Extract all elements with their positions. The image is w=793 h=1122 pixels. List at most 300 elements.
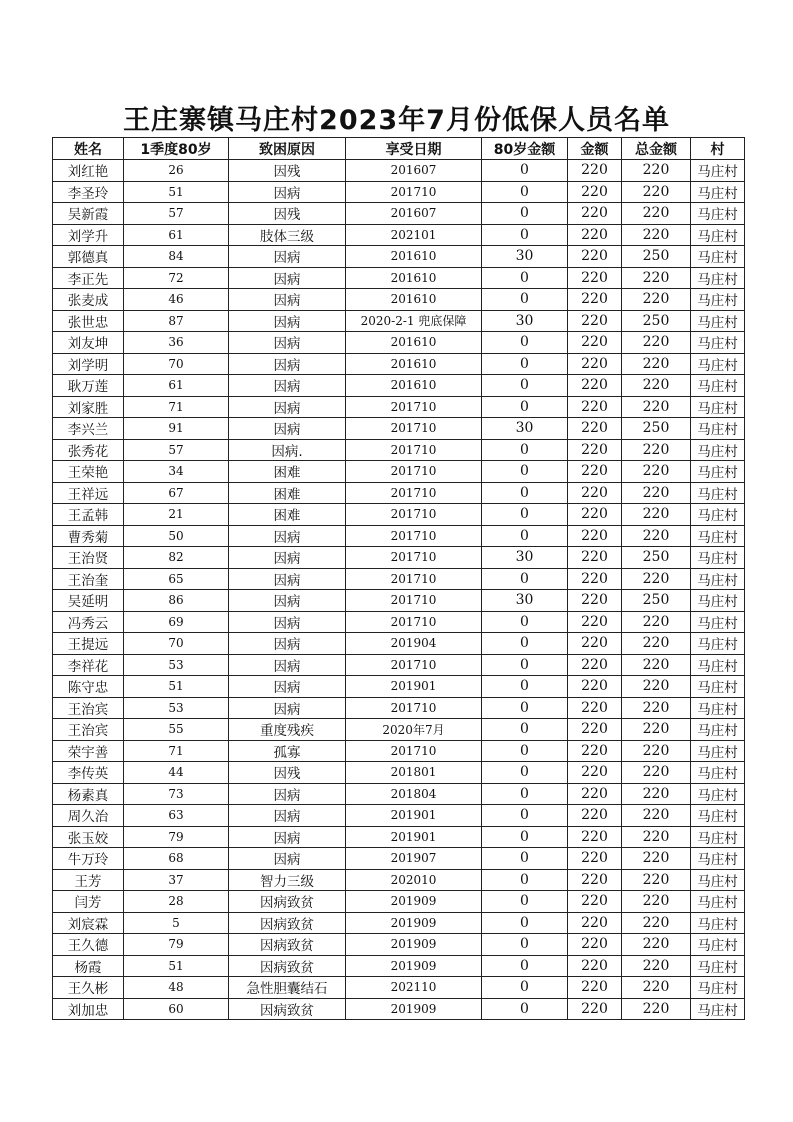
cell-benefit-date: 201909 [346,891,482,913]
cell-q1-80: 71 [124,396,229,418]
cell-total-amount: 220 [622,762,691,784]
header-amount: 金额 [568,138,622,160]
cell-poverty-reason: 因残 [229,762,346,784]
table-row [53,203,745,225]
cell-q1-80: 91 [124,418,229,440]
cell-name: 吴新霞 [53,203,124,225]
cell-amount: 220 [568,310,622,332]
cell-village: 马庄村 [691,439,745,461]
cell-age80-amount: 0 [482,396,568,418]
cell-q1-80: 53 [124,654,229,676]
cell-benefit-date: 201909 [346,912,482,934]
cell-amount: 220 [568,934,622,956]
cell-benefit-date: 201710 [346,740,482,762]
cell-poverty-reason: 因病 [229,654,346,676]
cell-poverty-reason: 因病致贫 [229,955,346,977]
cell-benefit-date: 201801 [346,762,482,784]
document-title: 王庄寨镇马庄村2023年7月份低保人员名单 [123,105,670,136]
cell-poverty-reason: 困难 [229,482,346,504]
cell-benefit-date: 201607 [346,203,482,225]
cell-name: 张玉姣 [53,826,124,848]
cell-poverty-reason: 因病 [229,375,346,397]
cell-q1-80: 55 [124,719,229,741]
cell-amount: 220 [568,826,622,848]
cell-amount: 220 [568,482,622,504]
cell-q1-80: 71 [124,740,229,762]
cell-age80-amount: 0 [482,504,568,526]
table-row [53,353,745,375]
cell-village: 马庄村 [691,955,745,977]
cell-age80-amount: 0 [482,977,568,999]
cell-total-amount: 220 [622,955,691,977]
table-row [53,805,745,827]
cell-benefit-date: 201901 [346,826,482,848]
cell-benefit-date: 201710 [346,181,482,203]
cell-name: 刘学明 [53,353,124,375]
cell-benefit-date: 2020年7月 [346,719,482,741]
cell-q1-80: 61 [124,224,229,246]
cell-poverty-reason: 因病 [229,676,346,698]
cell-name: 张麦成 [53,289,124,311]
cell-village: 马庄村 [691,762,745,784]
table-row [53,332,745,354]
cell-total-amount: 220 [622,181,691,203]
cell-village: 马庄村 [691,547,745,569]
cell-village: 马庄村 [691,203,745,225]
cell-poverty-reason: 孤寡 [229,740,346,762]
cell-q1-80: 65 [124,568,229,590]
cell-name: 王久德 [53,934,124,956]
cell-name: 吴延明 [53,590,124,612]
cell-age80-amount: 0 [482,869,568,891]
cell-village: 马庄村 [691,848,745,870]
cell-age80-amount: 0 [482,289,568,311]
cell-total-amount: 220 [622,504,691,526]
cell-age80-amount: 0 [482,826,568,848]
cell-amount: 220 [568,977,622,999]
cell-age80-amount: 0 [482,955,568,977]
cell-age80-amount: 0 [482,740,568,762]
cell-amount: 220 [568,912,622,934]
cell-village: 马庄村 [691,934,745,956]
cell-amount: 220 [568,568,622,590]
cell-q1-80: 72 [124,267,229,289]
cell-amount: 220 [568,697,622,719]
cell-q1-80: 68 [124,848,229,870]
cell-q1-80: 51 [124,181,229,203]
cell-amount: 220 [568,289,622,311]
cell-age80-amount: 0 [482,676,568,698]
cell-amount: 220 [568,783,622,805]
cell-q1-80: 53 [124,697,229,719]
table-row [53,934,745,956]
cell-name: 冯秀云 [53,611,124,633]
cell-total-amount: 220 [622,912,691,934]
cell-total-amount: 220 [622,977,691,999]
header-village: 村 [691,138,745,160]
cell-poverty-reason: 因病 [229,848,346,870]
table-row [53,998,745,1020]
cell-benefit-date: 201710 [346,547,482,569]
header-total-amount: 总金额 [622,138,691,160]
table-row [53,633,745,655]
cell-age80-amount: 0 [482,203,568,225]
cell-name: 周久治 [53,805,124,827]
cell-name: 王孟韩 [53,504,124,526]
cell-q1-80: 21 [124,504,229,526]
cell-benefit-date: 201710 [346,418,482,440]
cell-total-amount: 220 [622,267,691,289]
cell-benefit-date: 201901 [346,676,482,698]
cell-total-amount: 220 [622,160,691,182]
cell-age80-amount: 30 [482,310,568,332]
cell-poverty-reason: 因病 [229,267,346,289]
cell-total-amount: 220 [622,805,691,827]
cell-name: 王治奎 [53,568,124,590]
cell-total-amount: 250 [622,310,691,332]
cell-age80-amount: 0 [482,181,568,203]
cell-village: 马庄村 [691,676,745,698]
cell-benefit-date: 201710 [346,525,482,547]
cell-age80-amount: 0 [482,762,568,784]
cell-name: 耿万莲 [53,375,124,397]
cell-name: 刘学升 [53,224,124,246]
cell-name: 王久彬 [53,977,124,999]
cell-name: 闫芳 [53,891,124,913]
cell-village: 马庄村 [691,633,745,655]
table-row [53,461,745,483]
cell-village: 马庄村 [691,740,745,762]
cell-amount: 220 [568,633,622,655]
cell-benefit-date: 201804 [346,783,482,805]
cell-poverty-reason: 因病 [229,525,346,547]
cell-amount: 220 [568,676,622,698]
cell-poverty-reason: 困难 [229,504,346,526]
cell-benefit-date: 201710 [346,611,482,633]
cell-total-amount: 220 [622,654,691,676]
cell-q1-80: 34 [124,461,229,483]
cell-age80-amount: 0 [482,482,568,504]
cell-name: 李祥花 [53,654,124,676]
table-row [53,611,745,633]
cell-age80-amount: 0 [482,805,568,827]
cell-benefit-date: 201710 [346,504,482,526]
cell-poverty-reason: 因病 [229,611,346,633]
cell-benefit-date: 201710 [346,396,482,418]
cell-total-amount: 220 [622,934,691,956]
cell-benefit-date: 201909 [346,955,482,977]
cell-age80-amount: 0 [482,697,568,719]
cell-village: 马庄村 [691,805,745,827]
cell-village: 马庄村 [691,224,745,246]
cell-poverty-reason: 因病 [229,418,346,440]
cell-poverty-reason: 因病 [229,805,346,827]
cell-age80-amount: 30 [482,418,568,440]
cell-total-amount: 250 [622,547,691,569]
cell-village: 马庄村 [691,998,745,1020]
table-row [53,590,745,612]
cell-amount: 220 [568,504,622,526]
cell-poverty-reason: 因病致贫 [229,891,346,913]
cell-poverty-reason: 因残 [229,160,346,182]
cell-poverty-reason: 因病 [229,289,346,311]
cell-total-amount: 220 [622,332,691,354]
table-row [53,826,745,848]
table-row [53,246,745,268]
cell-total-amount: 220 [622,439,691,461]
cell-total-amount: 220 [622,848,691,870]
cell-name: 李兴兰 [53,418,124,440]
cell-benefit-date: 201710 [346,439,482,461]
cell-q1-80: 79 [124,934,229,956]
cell-village: 马庄村 [691,246,745,268]
cell-village: 马庄村 [691,396,745,418]
cell-q1-80: 51 [124,955,229,977]
cell-poverty-reason: 重度残疾 [229,719,346,741]
cell-poverty-reason: 因病致贫 [229,998,346,1020]
cell-name: 王芳 [53,869,124,891]
cell-amount: 220 [568,439,622,461]
cell-age80-amount: 0 [482,783,568,805]
cell-total-amount: 220 [622,289,691,311]
table-row [53,224,745,246]
cell-q1-80: 63 [124,805,229,827]
cell-age80-amount: 0 [482,375,568,397]
table-row [53,912,745,934]
table-row [53,396,745,418]
cell-q1-80: 26 [124,160,229,182]
cell-poverty-reason: 急性胆囊结石 [229,977,346,999]
cell-total-amount: 220 [622,525,691,547]
cell-total-amount: 220 [622,740,691,762]
table-row [53,160,745,182]
cell-amount: 220 [568,762,622,784]
table-row [53,783,745,805]
cell-age80-amount: 30 [482,547,568,569]
cell-village: 马庄村 [691,267,745,289]
cell-q1-80: 46 [124,289,229,311]
cell-age80-amount: 0 [482,891,568,913]
cell-name: 郭德真 [53,246,124,268]
cell-poverty-reason: 因病 [229,697,346,719]
cell-village: 马庄村 [691,418,745,440]
table-row [53,504,745,526]
cell-age80-amount: 0 [482,998,568,1020]
cell-q1-80: 79 [124,826,229,848]
cell-amount: 220 [568,160,622,182]
cell-total-amount: 220 [622,697,691,719]
table-row [53,482,745,504]
cell-name: 刘宸霖 [53,912,124,934]
cell-amount: 220 [568,396,622,418]
cell-q1-80: 70 [124,353,229,375]
cell-name: 张世忠 [53,310,124,332]
cell-q1-80: 73 [124,783,229,805]
cell-age80-amount: 0 [482,461,568,483]
cell-village: 马庄村 [691,697,745,719]
cell-amount: 220 [568,848,622,870]
cell-village: 马庄村 [691,654,745,676]
table-row [53,439,745,461]
table-row [53,977,745,999]
table-row [53,762,745,784]
cell-village: 马庄村 [691,611,745,633]
cell-benefit-date: 201909 [346,934,482,956]
cell-total-amount: 250 [622,418,691,440]
cell-poverty-reason: 因病 [229,568,346,590]
cell-amount: 220 [568,332,622,354]
cell-q1-80: 5 [124,912,229,934]
cell-total-amount: 220 [622,203,691,225]
table-row [53,654,745,676]
cell-q1-80: 37 [124,869,229,891]
cell-total-amount: 220 [622,224,691,246]
cell-benefit-date: 201904 [346,633,482,655]
cell-benefit-date: 201610 [346,246,482,268]
cell-amount: 220 [568,611,622,633]
cell-q1-80: 44 [124,762,229,784]
cell-total-amount: 220 [622,353,691,375]
table-row [53,267,745,289]
cell-q1-80: 36 [124,332,229,354]
cell-village: 马庄村 [691,783,745,805]
header-poverty-reason: 致困原因 [229,138,346,160]
header-name: 姓名 [53,138,124,160]
cell-village: 马庄村 [691,289,745,311]
cell-total-amount: 220 [622,461,691,483]
cell-village: 马庄村 [691,977,745,999]
cell-benefit-date: 201710 [346,654,482,676]
cell-poverty-reason: 因病 [229,310,346,332]
cell-village: 马庄村 [691,590,745,612]
low-income-roster-table [52,137,745,1020]
cell-age80-amount: 30 [482,590,568,612]
cell-q1-80: 82 [124,547,229,569]
cell-name: 杨霞 [53,955,124,977]
cell-total-amount: 220 [622,998,691,1020]
cell-benefit-date: 201901 [346,805,482,827]
cell-q1-80: 51 [124,676,229,698]
cell-age80-amount: 0 [482,568,568,590]
cell-benefit-date: 201909 [346,998,482,1020]
cell-poverty-reason: 因病致贫 [229,934,346,956]
cell-age80-amount: 0 [482,654,568,676]
cell-age80-amount: 0 [482,224,568,246]
cell-benefit-date: 201607 [346,160,482,182]
cell-name: 王治宾 [53,719,124,741]
cell-poverty-reason: 因病 [229,826,346,848]
cell-benefit-date: 201710 [346,461,482,483]
cell-amount: 220 [568,525,622,547]
cell-benefit-date: 201710 [346,697,482,719]
cell-benefit-date: 2020-2-1 兜底保障 [346,310,482,332]
cell-amount: 220 [568,805,622,827]
cell-poverty-reason: 因病 [229,181,346,203]
table-row [53,525,745,547]
table-row [53,740,745,762]
table-row [53,676,745,698]
cell-benefit-date: 202010 [346,869,482,891]
cell-village: 马庄村 [691,568,745,590]
cell-age80-amount: 0 [482,611,568,633]
table-row [53,289,745,311]
cell-village: 马庄村 [691,375,745,397]
cell-village: 马庄村 [691,504,745,526]
table-header-row [53,138,745,160]
cell-amount: 220 [568,246,622,268]
cell-name: 刘友坤 [53,332,124,354]
cell-name: 刘家胜 [53,396,124,418]
cell-amount: 220 [568,740,622,762]
cell-age80-amount: 30 [482,246,568,268]
cell-name: 杨素真 [53,783,124,805]
cell-q1-80: 61 [124,375,229,397]
cell-name: 曹秀菊 [53,525,124,547]
cell-village: 马庄村 [691,181,745,203]
cell-benefit-date: 201710 [346,568,482,590]
cell-benefit-date: 201610 [346,289,482,311]
cell-q1-80: 70 [124,633,229,655]
table-row [53,568,745,590]
cell-age80-amount: 0 [482,439,568,461]
cell-q1-80: 67 [124,482,229,504]
cell-q1-80: 50 [124,525,229,547]
cell-village: 马庄村 [691,310,745,332]
table-row [53,418,745,440]
cell-q1-80: 57 [124,439,229,461]
cell-name: 张秀花 [53,439,124,461]
cell-amount: 220 [568,719,622,741]
cell-poverty-reason: 因病 [229,353,346,375]
cell-village: 马庄村 [691,719,745,741]
cell-total-amount: 220 [622,633,691,655]
cell-name: 荣宇善 [53,740,124,762]
cell-q1-80: 48 [124,977,229,999]
cell-village: 马庄村 [691,912,745,934]
cell-poverty-reason: 因病 [229,396,346,418]
cell-benefit-date: 201610 [346,267,482,289]
cell-name: 王荣艳 [53,461,124,483]
cell-name: 牛万玲 [53,848,124,870]
cell-name: 王治宾 [53,697,124,719]
table-row [53,848,745,870]
cell-amount: 220 [568,590,622,612]
cell-amount: 220 [568,267,622,289]
table-row [53,375,745,397]
cell-name: 李传英 [53,762,124,784]
cell-poverty-reason: 因病 [229,332,346,354]
cell-total-amount: 220 [622,396,691,418]
cell-benefit-date: 201610 [346,332,482,354]
cell-total-amount: 220 [622,783,691,805]
table-row [53,181,745,203]
table-row [53,891,745,913]
cell-amount: 220 [568,181,622,203]
cell-amount: 220 [568,375,622,397]
cell-total-amount: 220 [622,719,691,741]
table-row [53,869,745,891]
cell-amount: 220 [568,547,622,569]
cell-q1-80: 57 [124,203,229,225]
cell-village: 马庄村 [691,353,745,375]
table-row [53,955,745,977]
cell-amount: 220 [568,891,622,913]
cell-benefit-date: 201710 [346,590,482,612]
cell-village: 马庄村 [691,160,745,182]
cell-total-amount: 250 [622,246,691,268]
cell-amount: 220 [568,998,622,1020]
cell-age80-amount: 0 [482,332,568,354]
